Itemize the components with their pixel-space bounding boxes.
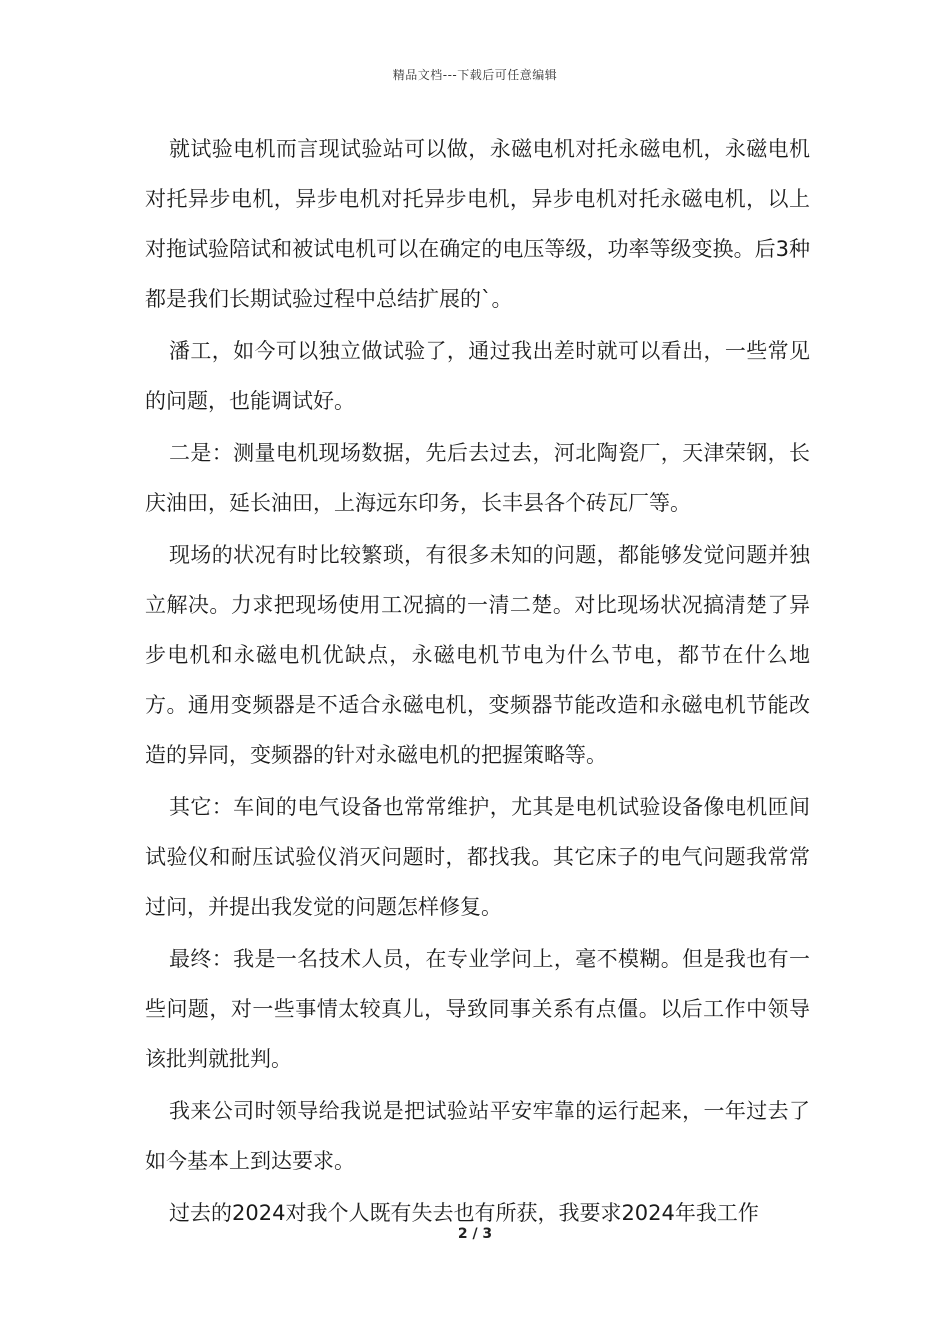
document-body [145,124,810,1240]
paragraph: 现场的状况有时比较繁琐，有很多未知的问题，都能够发觉问题并独立解决。力求把现场使用工况搞的一清二楚。对比现场状况搞清楚了异步电机和永磁电机优缺点，永磁电机节电为什么节电，都节在什么地方。通用变频器是不适合永磁电机，变频器节能改造和永磁电机节能改造的异同，变频器的针对永磁电机的把握策略等。 [145,543,810,767]
paragraph: 其它：车间的电气设备也常常维护，尤其是电机试验设备像电机匝间试验仪和耐压试验仪消灭问题时，都找我。其它床子的电气问题我常常过问，并提出我发觉的问题怎样修复。 [145,795,810,919]
paragraph: 我来公司时领导给我说是把试验站平安牢靠的运行起来，一年过去了如今基本上到达要求。 [145,1099,810,1173]
paragraph: 就试验电机而言现试验站可以做，永磁电机对托永磁电机，永磁电机对托异步电机，异步电机对托异步电机，异步电机对托永磁电机，以上对拖试验陪试和被试电机可以在确定的电压等级，功率等级变换。后3种都是我们长期试验过程中总结扩展的`。 [145,137,810,311]
paragraph: 潘工，如今可以独立做试验了，通过我出差时就可以看出，一些常见的问题，也能调试好。 [145,339,810,413]
paragraph: 二是：测量电机现场数据，先后去过去，河北陶瓷厂，天津荣钢，长庆油田，延长油田，上海远东印务，长丰县各个砖瓦厂等。 [145,441,810,515]
paragraph: 过去的2024对我个人既有失去也有所获，我要求2024年我工作 [169,1201,759,1225]
page-number: 2 / 3 [457,1226,493,1242]
paragraph: 最终：我是一名技术人员，在专业学问上，毫不模糊。但是我也有一些问题，对一些事情太较真儿，导致同事关系有点僵。以后工作中领导该批判就批判。 [145,947,810,1071]
page-header: 精品文档---下载后可任意编辑 [392,68,558,82]
